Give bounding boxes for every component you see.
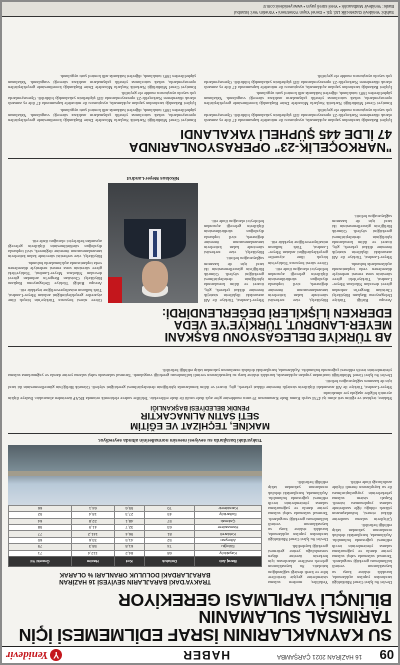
table-title-line2: BARAJLARDAKİ DOLULUK ORANLARI % OLARAK [59, 571, 211, 578]
table-cell: 70 [145, 505, 195, 511]
table-cell: 79 [9, 544, 72, 550]
newspaper-page [2, 2, 398, 663]
table-row [9, 525, 262, 531]
story2-body [8, 349, 392, 401]
story4-body-text-cont: İçişleri Bakanlığı tarafından yapılan açıklamada, uyuşturucu ile mücadele kapsamında 47 ilde eş zamanlı olarak düzenlenen Narkoçelik-23 operasyonlarında 445 şüphelinin yakalandığı bildirildi. Operasyonlarda çok sayıda uyuşturucu madde ele geçirildi. [204, 74, 392, 90]
table-cell: Çakmak [195, 518, 262, 524]
table-cell: 52 [9, 512, 72, 518]
table-cell: 41,9 [72, 525, 114, 531]
table-cell: 71 [9, 550, 72, 556]
table-cell: Sultanköy [195, 512, 262, 518]
table-header-cell: Önceki Yıl [9, 557, 72, 567]
story1-col1-text: Devlet Su İşleri Genel Müdürlüğü tarafından yapılan açıklamada, kuraklık riskine karşı su kaynaklarının verimli kullanılması gerektiği vurgulandı. Tarımsal sulamada vahşi sulama yerine damla ve yağmurlama sulama yöntemlerinin tercih edilmesi çağrısında bulunuldu. Açıklamada, barajlardaki doluluk oranlarının yakından takip edildiği belirtildi. [332, 522, 392, 585]
table-row [9, 505, 262, 511]
story2-kicker: MAKİNE, TEÇHİZAT VE EĞİTİM [130, 420, 270, 431]
table-row [9, 512, 262, 518]
story1-column-2 [268, 437, 328, 585]
table-cell: 66 [9, 505, 72, 511]
reservoir-table [8, 498, 262, 567]
table-cell: 64,1 [72, 505, 114, 511]
story4-headline [8, 128, 392, 154]
logo-mark-icon: Y [50, 649, 62, 661]
story3-col3-text: Büyükelçi, vize serbestisi sürecinde kalan kriterlerin tamamlanmasının önemine değinerek, sivil toplumla diyaloğun sürdürülmesinin ilişkilerin geleceği açısından belirleyici olacağını ifade etti. [268, 266, 328, 303]
story1-col2-text: Çiftçilerin sulama saatlerine dikkat etmesi, buharlaşmanın yüksek olduğu öğle saatlerinde sulama yapılmaması istendi. Kapalı sistem sulama şebekelerinin yaygınlaştırılması ile su kayıplarının önemli ölçüde azaltılacağı ifade edildi. [332, 480, 392, 522]
story4-headline-line1: "NARKOÇELİK-23" OPERASYONLARINDA [129, 140, 392, 155]
story4-headline-line2: 47 İLDE 445 ŞÜPHELİ YAKALANDI [180, 127, 392, 142]
story3-col3-text-more: Büyükelçi, vize serbestisi sürecinde kalan kriterlerin tamamlanmasının önemine değinerek, sivil toplumla diyaloğun sürdürülmesinin ilişkilerin geleceği açısından belirleyici olacağını ifade etti. [8, 238, 102, 260]
portrait-photo [108, 183, 198, 303]
story1-column-1 [332, 437, 392, 585]
table-cell: 64 [9, 518, 72, 524]
portrait-tie [153, 231, 157, 257]
table-cell: 112,4 [72, 550, 114, 556]
divider [8, 346, 392, 347]
portrait-caption: Nikolaus Meyer-Landrut [126, 176, 180, 181]
story3-column-1 [332, 163, 392, 303]
story3-col2-text-cont: Meyer-Landrut, Türkiye ile AB arasındaki ilişkilerin stratejik önemine dikkat çekerek, göç, ticaret ve iklim konularında işbirliğinin derinleştirilmesi gerektiğini söyledi. Gümrük Birliği'nin güncellenmesinin iki taraf için de kazanım sağlayacağını belirtti. [204, 256, 264, 303]
table-cell: Kırklareli [195, 531, 262, 537]
story3-col2-text: Meyer-Landrut, Türkiye ile AB arasındaki ilişkilerin stratejik önemine dikkat çekerek, göç, ticaret ve iklim konularında işbirliğinin derinleştirilmesi gerektiğini söyledi. Gümrük Birliği'nin güncellenmesinin iki taraf için de kazanım sağlayacağını belirtti. [332, 213, 392, 261]
table-cell: 77 [9, 531, 72, 537]
story3-col1-text-cont: Avrupa Birliği Türkiye Delegasyonu Başkanı Büyükelçi Christian Berger'in ardından görevi devralan Nikolaus Meyer-Landrut, Türkiye'deki görev süresinin sona ermesi nedeniyle düzenlenen veda toplantısında açıklamalarda bulundu. [8, 260, 102, 287]
story4-body2-text-more: Emniyet Genel Müdürlüğü Narkotik Suçlarla Mücadele Daire Başkanlığı koordinesinde gerçekleştirilen operasyonlarda, sokak satıcılarına yönelik çalışmaların aralıksız süreceği vurgulandı. Yakalanan şüphelilerden 168'i tutuklandı, diğerleri hakkında adli kontrol şartı uygulandı. [8, 74, 196, 90]
table-cell: 22,8 [72, 518, 114, 524]
table-title-line1: TRAKYA'DAKİ BARAJLARIN SEVİYESİ 16 HAZİRAN [59, 578, 211, 585]
story2-body-text-3: Devlet Su İşleri Genel Müdürlüğü tarafından yapılan açıklamada, kuraklık riskine karşı su kaynaklarının verimli kullanılması gerektiği vurgulandı. Tarımsal sulamada vahşi sulama yerine damla ve yağmurlama sulama yöntemlerinin tercih edilmesi çağrısında bulunuldu. Açıklamada, barajlardaki doluluk oranlarının yakından takip edildiği belirtildi. [8, 367, 392, 379]
story2-headline-line1: SETİ SATIN ALINACAKTIR [140, 410, 260, 422]
story4-column-1 [204, 21, 392, 123]
story1-col3-text: Yetkililer, modern sulama sistemlerine geçişte üreticilere hibe ve kredi desteği sağlandığını hatırlattı. Su kaynaklarının gelecek nesillere aktarılması için herkesin üzerine düşen sorumluluğu yerine getirmesi gerektiği kaydedildi. [268, 543, 328, 585]
table-cell: 57 [145, 518, 195, 524]
table-cell: 41,5 [114, 537, 145, 543]
imprint-line1: Sahibi: Yenidevir Gazetecilik Ltd. Şti. • Genel Yayın Yönetmeni • Yönetim Yeri: İstanbul [234, 10, 394, 15]
newspaper-logo [6, 648, 62, 662]
flag-icon [108, 277, 122, 303]
table-row [9, 518, 262, 524]
table-cell: 81 [145, 531, 195, 537]
story3-col1-text: Avrupa Birliği Türkiye Delegasyonu Başkanı Büyükelçi Christian Berger'in ardından görevi devralan Nikolaus Meyer-Landrut, Türkiye'deki görev süresinin sona ermesi nedeniyle düzenlenen veda toplantısında açıklamalarda bulundu. [332, 261, 392, 303]
story1-headline-line3: BİLİNÇLİ YAPILMASI GEREKİYOR [118, 590, 392, 610]
table-cell: 45 [145, 512, 195, 518]
table-header-cell: Baraj Adı [195, 557, 262, 567]
story3-column-4 [8, 163, 102, 303]
table-cell: 33,6 [72, 537, 114, 543]
table-cell: 58 [9, 525, 72, 531]
story4-body2-text: Emniyet Genel Müdürlüğü Narkotik Suçlarla Mücadele Daire Başkanlığı koordinesinde gerçekleştirilen operasyonlarda, sokak satıcılarına yönelik çalışmaların aralıksız süreceği vurgulandı. Yakalanan şüphelilerden 168'i tutuklandı, diğerleri hakkında adli kontrol şartı uygulandı. [204, 90, 392, 107]
table-header-cell: Kot [114, 557, 145, 567]
story3-headline-line2: MEYER-LANDRUT, TÜRKİYE'YE VEDA [173, 318, 392, 332]
table-body [9, 499, 262, 557]
table-row [9, 544, 262, 550]
table-cell: Süloğlu [195, 544, 262, 550]
story2-body-text-2: Meyer-Landrut, Türkiye ile AB arasındaki ilişkilerin stratejik önemine dikkat çekerek, göç, ticaret ve iklim konularında işbirliğinin derinleştirilmesi gerektiğini söyledi. Gümrük Birliği'nin güncellenmesinin iki taraf için de kazanım sağlayacağını belirtti. [8, 379, 392, 390]
table-cell: 61,8 [114, 544, 145, 550]
table-cell: 68 [145, 550, 195, 556]
table-cell: 18,4 [72, 512, 114, 518]
table-cell: 74 [145, 544, 195, 550]
imprint-line2: Baskı: Yenidevir Matbaacılık • Yerel süreli yayın • www.yenidevir.com.tr [263, 4, 394, 9]
issue-date: 16 HAZİRAN 2021 ÇARŞAMBA [276, 653, 362, 659]
story3-col4-text-cont: Görev süresi boyunca Türkiye'nin birçok iline ziyaretler gerçekleştirdiğini anlatan Meyer-Landrut, Türk halkının misafirperverliğine teşekkür etti. [8, 287, 102, 303]
table-cell: 52 [145, 537, 195, 543]
table-cell: 32,7 [114, 525, 145, 531]
dam-water [8, 445, 262, 471]
divider [8, 158, 392, 159]
table-cell: 60 [9, 537, 72, 543]
story1-headline-line2: TARIMSAL SULAMANIN [198, 607, 392, 628]
story3-headline-line1: AB TÜRKİYE DELEGASYONU BAŞKANI [164, 330, 392, 344]
story2-headline-line2: PENDİK BELEDİYESİ BAŞKANLIĞI [150, 404, 250, 410]
table-cell: 84,2 [114, 550, 145, 556]
table-cell: Karaidemir [195, 505, 262, 511]
imprint-footer [2, 2, 398, 17]
logo-name: Yenidevir [6, 649, 49, 661]
story4-body2-text-cont: Emniyet Genel Müdürlüğü Narkotik Suçlarla Mücadele Daire Başkanlığı koordinesinde gerçekleştirilen operasyonlarda, sokak satıcılarına yönelik çalışmaların aralıksız süreceği vurgulandı. Yakalanan şüphelilerden 168'i tutuklandı, diğerleri hakkında adli kontrol şartı uygulandı. [8, 107, 196, 123]
table-row [9, 531, 262, 537]
page-header [2, 646, 398, 663]
portrait-head [142, 261, 168, 293]
story3-col3-text-cont: Büyükelçi, vize serbestisi sürecinde kalan kriterlerin tamamlanmasının önemine değinerek, sivil toplumla diyaloğun sürdürülmesinin ilişkilerin geleceği açısından belirleyici olacağını ifade etti. [204, 218, 264, 256]
dam-photo [8, 445, 262, 505]
story2-headline [8, 404, 392, 430]
story1-headline-line1: SU KAYNAKLARININ İSRAF EDİLMEMESİ İÇİN [19, 625, 392, 645]
table-header-cell: Doluluk [145, 557, 195, 567]
table-cell: 63 [145, 525, 195, 531]
story3-headline-line3: EDERKEN İLİŞKİLERİ DEĞERLENDİRDİ: [161, 306, 392, 320]
table-cell: Hamzadere [195, 525, 262, 531]
table-cell: 141,2 [72, 531, 114, 537]
story2-body-text: Makine, teçhizat ve eğitim seti alımı işi 4734 sayılı Kamu İhale Kanununun 19 uncu maddesine göre açık ihale usulü ile ihale edilecektir. Teklifler sadece elektronik ortamda EKAP üzerinden alınacaktır. İhaleye ilişkin ayrıntılı bilgiler aşağıda yer almaktadır. [8, 390, 392, 401]
story1-col1-text-cont: Devlet Su İşleri Genel Müdürlüğü tarafından yapılan açıklamada, kuraklık riskine karşı su kaynaklarının verimli kullanılması gerektiği vurgulandı. Tarımsal sulamada vahşi sulama yerine damla ve yağmurlama sulama yöntemlerinin tercih edilmesi çağrısında bulunuldu. Açıklamada, barajlardaki doluluk oranlarının yakından takip edildiği belirtildi. [268, 480, 328, 543]
table-cell: 55,6 [114, 505, 145, 511]
table-cell: Kayalıköy [195, 550, 262, 556]
page-number: 09 [379, 647, 394, 662]
table-title [8, 571, 262, 585]
table-cell: Altınyazı [195, 537, 262, 543]
table-header-row [9, 557, 262, 567]
story4-column-2 [8, 21, 196, 123]
table-header-cell: Hacim [72, 557, 114, 567]
table-cell: 96,4 [114, 531, 145, 537]
story4-body-text-more: İçişleri Bakanlığı tarafından yapılan açıklamada, uyuşturucu ile mücadele kapsamında 47 ilde eş zamanlı olarak düzenlenen Narkoçelik-23 operasyonlarında 445 şüphelinin yakalandığı bildirildi. Operasyonlarda çok sayıda uyuşturucu madde ele geçirildi. [8, 90, 196, 107]
story3-column-3 [204, 163, 264, 303]
table-row [9, 550, 262, 556]
dam-photo-caption: Trakya'daki barajlarda su seviyesi mevsim normallerinin altında seyrediyor. [97, 438, 262, 443]
table-cell: 48,1 [114, 518, 145, 524]
section-name: HABER [182, 648, 230, 662]
table-cell: 27,3 [114, 512, 145, 518]
story3-column-2 [268, 163, 328, 303]
story4-body-text: İçişleri Bakanlığı tarafından yapılan açıklamada, uyuşturucu ile mücadele kapsamında 47 ilde eş zamanlı olarak düzenlenen Narkoçelik-23 operasyonlarında 445 şüphelinin yakalandığı bildirildi. Operasyonlarda çok sayıda uyuşturucu madde ele geçirildi. [204, 107, 392, 123]
table-cell: 58,3 [72, 544, 114, 550]
table-row [9, 537, 262, 543]
story3-headline [8, 307, 392, 343]
story3-col4-text: Görev süresi boyunca Türkiye'nin birçok iline ziyaretler gerçekleştirdiğini anlatan Meyer-Landrut, Türk halkının misafirperverliğine teşekkür etti. [268, 239, 328, 266]
divider [8, 433, 392, 434]
story1-headline [8, 591, 392, 644]
